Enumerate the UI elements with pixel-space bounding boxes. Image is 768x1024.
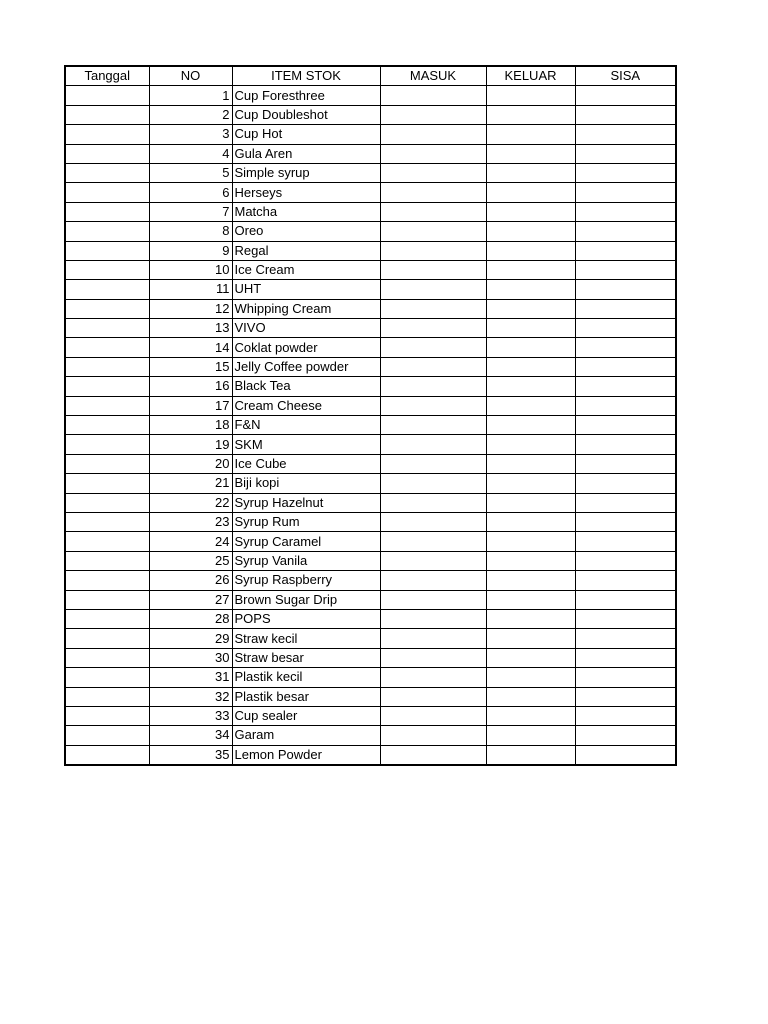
table-row: [65, 687, 676, 706]
cell-masuk[interactable]: [380, 319, 486, 338]
cell-masuk[interactable]: [380, 609, 486, 628]
cell-tanggal[interactable]: [65, 319, 149, 338]
cell-sisa[interactable]: [575, 706, 676, 725]
cell-no: 3: [149, 125, 232, 144]
cell-item-stok: Lemon Powder: [232, 745, 380, 765]
cell-masuk[interactable]: [380, 454, 486, 473]
cell-item-stok: Biji kopi: [232, 474, 380, 493]
cell-tanggal[interactable]: [65, 202, 149, 221]
cell-masuk[interactable]: [380, 590, 486, 609]
cell-sisa[interactable]: [575, 202, 676, 221]
cell-sisa[interactable]: [575, 183, 676, 202]
cell-tanggal[interactable]: [65, 435, 149, 454]
cell-sisa[interactable]: [575, 435, 676, 454]
table-row: [65, 183, 676, 202]
cell-no: 27: [149, 590, 232, 609]
cell-item-stok: Cup Doubleshot: [232, 105, 380, 124]
cell-masuk[interactable]: [380, 280, 486, 299]
cell-no: 22: [149, 493, 232, 512]
cell-keluar[interactable]: [486, 474, 575, 493]
cell-tanggal[interactable]: [65, 222, 149, 241]
cell-no: 32: [149, 687, 232, 706]
table-row: [65, 319, 676, 338]
cell-sisa[interactable]: [575, 163, 676, 182]
cell-keluar[interactable]: [486, 241, 575, 260]
table-row: [65, 338, 676, 357]
cell-no: 8: [149, 222, 232, 241]
cell-masuk[interactable]: [380, 183, 486, 202]
cell-masuk[interactable]: [380, 416, 486, 435]
cell-tanggal[interactable]: [65, 338, 149, 357]
cell-sisa[interactable]: [575, 338, 676, 357]
table-row: [65, 105, 676, 124]
cell-no: 16: [149, 377, 232, 396]
cell-sisa[interactable]: [575, 551, 676, 570]
cell-no: 24: [149, 532, 232, 551]
header-keluar: KELUAR: [486, 66, 575, 86]
cell-masuk[interactable]: [380, 377, 486, 396]
cell-masuk[interactable]: [380, 163, 486, 182]
cell-no: 9: [149, 241, 232, 260]
stock-table-body: [65, 86, 676, 765]
cell-item-stok: Oreo: [232, 222, 380, 241]
cell-masuk[interactable]: [380, 629, 486, 648]
cell-no: 5: [149, 163, 232, 182]
cell-tanggal[interactable]: [65, 726, 149, 745]
table-row: [65, 512, 676, 531]
cell-tanggal[interactable]: [65, 493, 149, 512]
cell-masuk[interactable]: [380, 260, 486, 279]
cell-keluar[interactable]: [486, 454, 575, 473]
table-row: [65, 357, 676, 376]
cell-sisa[interactable]: [575, 357, 676, 376]
cell-no: 4: [149, 144, 232, 163]
cell-sisa[interactable]: [575, 222, 676, 241]
cell-no: 29: [149, 629, 232, 648]
table-row: [65, 163, 676, 182]
cell-tanggal[interactable]: [65, 416, 149, 435]
cell-tanggal[interactable]: [65, 629, 149, 648]
header-masuk: MASUK: [380, 66, 486, 86]
cell-sisa[interactable]: [575, 474, 676, 493]
cell-sisa[interactable]: [575, 377, 676, 396]
cell-tanggal[interactable]: [65, 474, 149, 493]
cell-no: 30: [149, 648, 232, 667]
cell-no: 33: [149, 706, 232, 725]
header-tanggal: Tanggal: [65, 66, 149, 86]
cell-no: 6: [149, 183, 232, 202]
cell-masuk[interactable]: [380, 357, 486, 376]
table-row: [65, 474, 676, 493]
cell-sisa[interactable]: [575, 532, 676, 551]
cell-keluar[interactable]: [486, 745, 575, 765]
cell-no: 25: [149, 551, 232, 570]
cell-tanggal[interactable]: [65, 551, 149, 570]
cell-masuk[interactable]: [380, 435, 486, 454]
cell-keluar[interactable]: [486, 125, 575, 144]
cell-tanggal[interactable]: [65, 260, 149, 279]
table-row: [65, 86, 676, 105]
cell-keluar[interactable]: [486, 163, 575, 182]
cell-item-stok: Ice Cream: [232, 260, 380, 279]
cell-tanggal[interactable]: [65, 299, 149, 318]
cell-keluar[interactable]: [486, 202, 575, 221]
cell-sisa[interactable]: [575, 571, 676, 590]
cell-item-stok: Brown Sugar Drip: [232, 590, 380, 609]
table-row: [65, 590, 676, 609]
cell-sisa[interactable]: [575, 668, 676, 687]
cell-no: 13: [149, 319, 232, 338]
cell-sisa[interactable]: [575, 745, 676, 765]
cell-masuk[interactable]: [380, 512, 486, 531]
header-item-stok: ITEM STOK: [232, 66, 380, 86]
cell-tanggal[interactable]: [65, 706, 149, 725]
cell-item-stok: Plastik kecil: [232, 668, 380, 687]
cell-tanggal[interactable]: [65, 280, 149, 299]
cell-keluar[interactable]: [486, 338, 575, 357]
cell-tanggal[interactable]: [65, 125, 149, 144]
cell-sisa[interactable]: [575, 648, 676, 667]
cell-no: 12: [149, 299, 232, 318]
cell-item-stok: Plastik besar: [232, 687, 380, 706]
cell-item-stok: Straw kecil: [232, 629, 380, 648]
cell-item-stok: Syrup Vanila: [232, 551, 380, 570]
cell-sisa[interactable]: [575, 454, 676, 473]
cell-sisa[interactable]: [575, 396, 676, 415]
cell-no: 20: [149, 454, 232, 473]
cell-keluar[interactable]: [486, 280, 575, 299]
cell-keluar[interactable]: [486, 609, 575, 628]
table-row: [65, 416, 676, 435]
cell-sisa[interactable]: [575, 512, 676, 531]
cell-item-stok: Whipping Cream: [232, 299, 380, 318]
cell-no: 17: [149, 396, 232, 415]
table-row: [65, 280, 676, 299]
cell-tanggal[interactable]: [65, 648, 149, 667]
cell-no: 21: [149, 474, 232, 493]
cell-no: 19: [149, 435, 232, 454]
cell-keluar[interactable]: [486, 319, 575, 338]
table-row: [65, 396, 676, 415]
table-row: [65, 435, 676, 454]
cell-item-stok: Syrup Raspberry: [232, 571, 380, 590]
cell-item-stok: Matcha: [232, 202, 380, 221]
cell-masuk[interactable]: [380, 687, 486, 706]
cell-masuk[interactable]: [380, 726, 486, 745]
cell-keluar[interactable]: [486, 183, 575, 202]
table-row: [65, 609, 676, 628]
cell-sisa[interactable]: [575, 493, 676, 512]
cell-keluar[interactable]: [486, 493, 575, 512]
cell-no: 2: [149, 105, 232, 124]
table-row: [65, 260, 676, 279]
cell-item-stok: F&N: [232, 416, 380, 435]
cell-keluar[interactable]: [486, 357, 575, 376]
cell-masuk[interactable]: [380, 648, 486, 667]
cell-keluar[interactable]: [486, 396, 575, 415]
table-row: [65, 202, 676, 221]
cell-masuk[interactable]: [380, 571, 486, 590]
cell-keluar[interactable]: [486, 706, 575, 725]
cell-masuk[interactable]: [380, 125, 486, 144]
cell-sisa[interactable]: [575, 629, 676, 648]
cell-tanggal[interactable]: [65, 571, 149, 590]
cell-masuk[interactable]: [380, 299, 486, 318]
cell-no: 11: [149, 280, 232, 299]
table-row: [65, 551, 676, 570]
cell-keluar[interactable]: [486, 668, 575, 687]
cell-no: 26: [149, 571, 232, 590]
cell-keluar[interactable]: [486, 512, 575, 531]
cell-no: 35: [149, 745, 232, 765]
cell-item-stok: Cream Cheese: [232, 396, 380, 415]
cell-item-stok: Herseys: [232, 183, 380, 202]
cell-item-stok: Syrup Hazelnut: [232, 493, 380, 512]
cell-item-stok: POPS: [232, 609, 380, 628]
header-sisa: SISA: [575, 66, 676, 86]
cell-keluar[interactable]: [486, 299, 575, 318]
cell-sisa[interactable]: [575, 260, 676, 279]
cell-tanggal[interactable]: [65, 687, 149, 706]
cell-tanggal[interactable]: [65, 512, 149, 531]
cell-keluar[interactable]: [486, 571, 575, 590]
table-row: [65, 571, 676, 590]
cell-masuk[interactable]: [380, 706, 486, 725]
cell-sisa[interactable]: [575, 105, 676, 124]
cell-keluar[interactable]: [486, 416, 575, 435]
cell-keluar[interactable]: [486, 726, 575, 745]
header-no: NO: [149, 66, 232, 86]
cell-tanggal[interactable]: [65, 357, 149, 376]
cell-keluar[interactable]: [486, 532, 575, 551]
cell-item-stok: Straw besar: [232, 648, 380, 667]
header-row: [65, 66, 676, 86]
cell-masuk[interactable]: [380, 668, 486, 687]
cell-sisa[interactable]: [575, 280, 676, 299]
cell-keluar[interactable]: [486, 687, 575, 706]
cell-no: 15: [149, 357, 232, 376]
cell-sisa[interactable]: [575, 241, 676, 260]
cell-keluar[interactable]: [486, 551, 575, 570]
cell-item-stok: SKM: [232, 435, 380, 454]
cell-masuk[interactable]: [380, 86, 486, 105]
cell-keluar[interactable]: [486, 260, 575, 279]
cell-masuk[interactable]: [380, 105, 486, 124]
cell-item-stok: Syrup Rum: [232, 512, 380, 531]
cell-no: 10: [149, 260, 232, 279]
cell-no: 23: [149, 512, 232, 531]
cell-item-stok: Coklat powder: [232, 338, 380, 357]
cell-masuk[interactable]: [380, 745, 486, 765]
cell-keluar[interactable]: [486, 144, 575, 163]
table-row: [65, 125, 676, 144]
cell-masuk[interactable]: [380, 202, 486, 221]
cell-tanggal[interactable]: [65, 144, 149, 163]
cell-tanggal[interactable]: [65, 86, 149, 105]
cell-no: 28: [149, 609, 232, 628]
table-row: [65, 454, 676, 473]
cell-tanggal[interactable]: [65, 532, 149, 551]
cell-item-stok: Cup sealer: [232, 706, 380, 725]
cell-sisa[interactable]: [575, 144, 676, 163]
cell-item-stok: Garam: [232, 726, 380, 745]
cell-no: 1: [149, 86, 232, 105]
cell-masuk[interactable]: [380, 222, 486, 241]
cell-keluar[interactable]: [486, 629, 575, 648]
cell-masuk[interactable]: [380, 396, 486, 415]
cell-masuk[interactable]: [380, 551, 486, 570]
cell-tanggal[interactable]: [65, 609, 149, 628]
cell-no: 31: [149, 668, 232, 687]
table-row: [65, 377, 676, 396]
table-row: [65, 726, 676, 745]
cell-item-stok: Jelly Coffee powder: [232, 357, 380, 376]
cell-no: 34: [149, 726, 232, 745]
cell-item-stok: Gula Aren: [232, 144, 380, 163]
cell-tanggal[interactable]: [65, 454, 149, 473]
cell-tanggal[interactable]: [65, 377, 149, 396]
cell-tanggal[interactable]: [65, 668, 149, 687]
cell-masuk[interactable]: [380, 338, 486, 357]
cell-sisa[interactable]: [575, 319, 676, 338]
cell-sisa[interactable]: [575, 590, 676, 609]
cell-keluar[interactable]: [486, 435, 575, 454]
table-row: [65, 745, 676, 765]
stock-table: [64, 65, 677, 766]
stock-sheet: [64, 65, 677, 766]
cell-item-stok: Syrup Caramel: [232, 532, 380, 551]
cell-masuk[interactable]: [380, 241, 486, 260]
cell-sisa[interactable]: [575, 125, 676, 144]
cell-keluar[interactable]: [486, 222, 575, 241]
cell-tanggal[interactable]: [65, 163, 149, 182]
cell-item-stok: Regal: [232, 241, 380, 260]
cell-masuk[interactable]: [380, 474, 486, 493]
cell-tanggal[interactable]: [65, 745, 149, 765]
cell-sisa[interactable]: [575, 416, 676, 435]
table-row: [65, 532, 676, 551]
cell-no: 7: [149, 202, 232, 221]
table-row: [65, 241, 676, 260]
table-row: [65, 493, 676, 512]
cell-masuk[interactable]: [380, 144, 486, 163]
table-row: [65, 144, 676, 163]
cell-item-stok: Ice Cube: [232, 454, 380, 473]
cell-tanggal[interactable]: [65, 241, 149, 260]
cell-item-stok: Black Tea: [232, 377, 380, 396]
table-row: [65, 706, 676, 725]
cell-keluar[interactable]: [486, 105, 575, 124]
cell-tanggal[interactable]: [65, 105, 149, 124]
cell-item-stok: Cup Foresthree: [232, 86, 380, 105]
cell-sisa[interactable]: [575, 687, 676, 706]
cell-keluar[interactable]: [486, 377, 575, 396]
table-row: [65, 222, 676, 241]
cell-sisa[interactable]: [575, 86, 676, 105]
cell-sisa[interactable]: [575, 609, 676, 628]
table-row: [65, 668, 676, 687]
cell-tanggal[interactable]: [65, 396, 149, 415]
table-row: [65, 648, 676, 667]
cell-item-stok: Simple syrup: [232, 163, 380, 182]
cell-no: 18: [149, 416, 232, 435]
cell-tanggal[interactable]: [65, 590, 149, 609]
cell-masuk[interactable]: [380, 532, 486, 551]
cell-no: 14: [149, 338, 232, 357]
cell-tanggal[interactable]: [65, 183, 149, 202]
cell-sisa[interactable]: [575, 299, 676, 318]
cell-item-stok: Cup Hot: [232, 125, 380, 144]
cell-keluar[interactable]: [486, 590, 575, 609]
cell-item-stok: UHT: [232, 280, 380, 299]
cell-item-stok: VIVO: [232, 319, 380, 338]
cell-masuk[interactable]: [380, 493, 486, 512]
cell-keluar[interactable]: [486, 648, 575, 667]
cell-sisa[interactable]: [575, 726, 676, 745]
table-row: [65, 299, 676, 318]
table-row: [65, 629, 676, 648]
cell-keluar[interactable]: [486, 86, 575, 105]
